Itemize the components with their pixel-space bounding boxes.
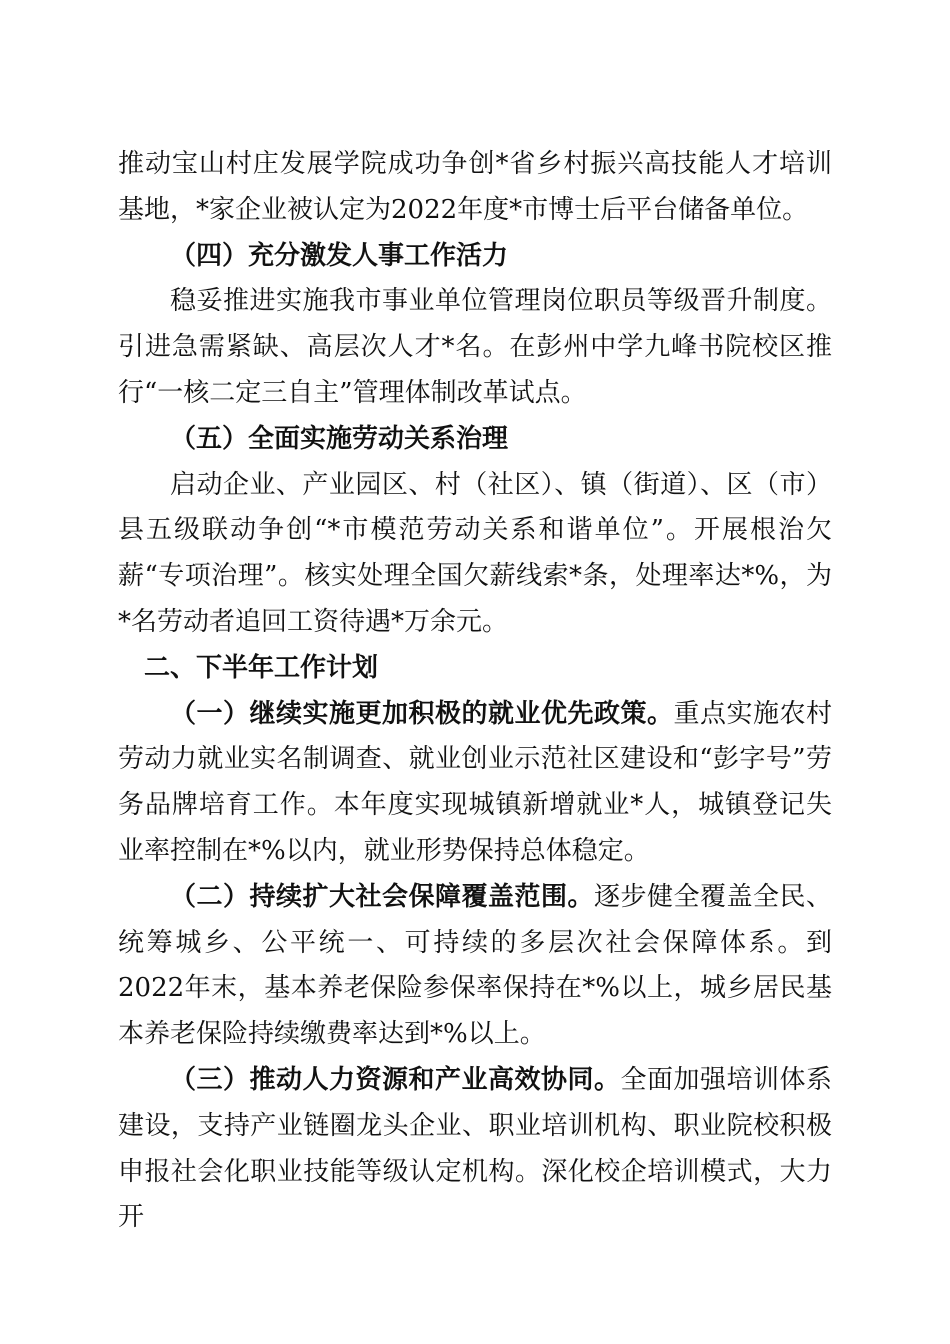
plan-1-heading: （一）继续实施更加积极的就业优先政策。 [170,698,674,729]
paragraph-plan-3 [118,1058,832,1241]
plan-3-heading: （三）推动人力资源和产业高效协同。 [170,1064,621,1095]
heading-second-half-plan: 二、下半年工作计划 [144,652,379,683]
paragraph-plan-2 [118,875,832,1058]
heading-section-5: （五）全面实施劳动关系治理 [170,423,509,454]
plan-2-heading: （二）持续扩大社会保障覆盖范围。 [170,881,594,912]
plan-3-body: 全面加强培训体系建设，支持产业链圈龙头企业、职业培训机构、职业院校积极申报社会化职业技能等级认定机构。深化校企培训模式，大力开 [118,1064,832,1233]
paragraph-labor-relations: 启动企业、产业园区、村（社区）、镇（街道）、区（市）县五级联动争创“*市模范劳动关系和谐单位”。开展根治欠薪“专项治理”。核实处理全国欠薪线索*条，处理率达*%，为*名劳动者追回工资待遇*万余元。 [118,469,832,637]
heading-section-4: （四）充分激发人事工作活力 [170,240,509,271]
paragraph-continuation: 推动宝山村庄发展学院成功争创*省乡村振兴高技能人才培训基地，*家企业被认定为2022年度*市博士后平台储备单位。 [118,149,832,225]
plan-2-body: 逐步健全覆盖全民、统筹城乡、公平统一、可持续的多层次社会保障体系。到2022年末，基本养老保险参保率保持在*%以上，城乡居民基本养老保险持续缴费率达到*%以上。 [118,881,832,1050]
document-body [118,142,832,1241]
plan-1-body: 重点实施农村劳动力就业实名制调查、就业创业示范社区建设和“彭字号”劳务品牌培育工作。本年度实现城镇新增就业*人，城镇登记失业率控制在*%以内，就业形势保持总体稳定。 [118,698,832,866]
paragraph-personnel-work: 稳妥推进实施我市事业单位管理岗位职员等级晋升制度。引进急需紧缺、高层次人才*名。在彭州中学九峰书院校区推行“一核二定三自主”管理体制改革试点。 [118,286,832,408]
paragraph-plan-1 [118,692,832,875]
